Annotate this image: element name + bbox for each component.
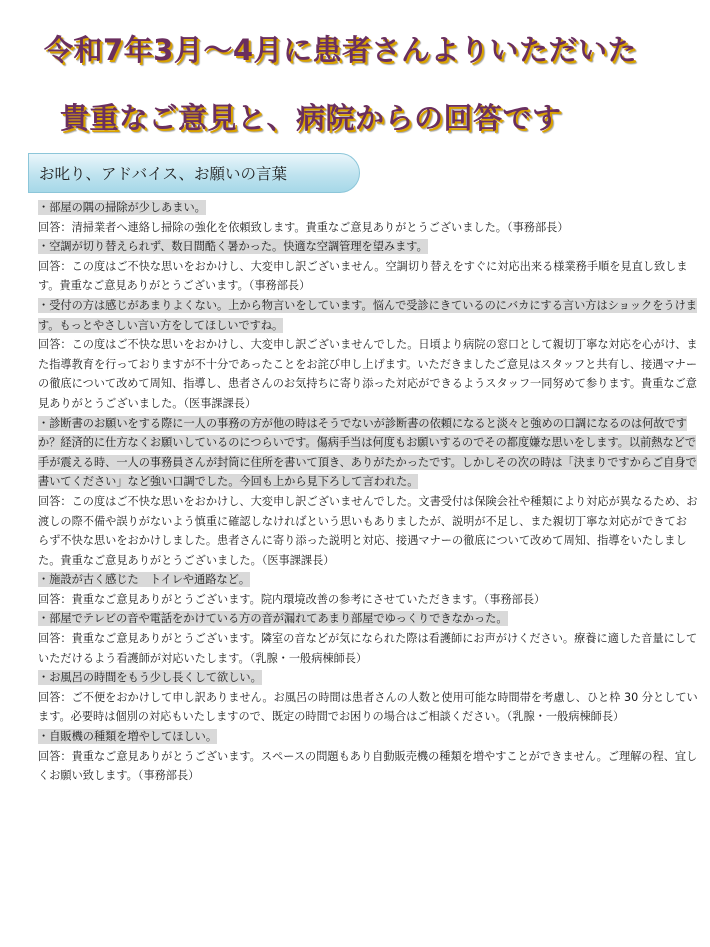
feedback-item	[38, 296, 698, 414]
hospital-answer: 回答：この度はご不快な思いをおかけし、大変申し訳ございませんでした。文書受付は保険会社や種類により対応が異なるため、お渡しの際不備や誤りがないよう慎重に確認しなければという思いもありましたが、説明が不足し、また親切丁寧な対応ができておらず不快な思いをおかけしました。患者さんに寄り添った説明と対応、接遇マナーの徹底について改めて周知、指導をいたしました。貴重なご意見ありがとうございました。（医事課課長）	[38, 494, 698, 567]
patient-comment: ・診断書のお願いをする際に一人の事務の方が他の時はそうでないが診断書の依頼になると淡々と強めの口調になるのは何故ですか？経済的に仕方なくお願いしているのにつらいです。傷病手当は何度もお願いするのでその都度嫌な思いをします。以前熱などで手が震える時、一人の事務員さんが封筒に住所を書いて頂き、ありがたかったです。しかしその次の時は「決まりですからご自身で書いてください」など強い口調でした。今回も上から見下ろして言われた。	[38, 416, 697, 489]
feedback-item	[38, 609, 698, 668]
feedback-item	[38, 668, 698, 727]
section-heading-tab	[28, 153, 360, 193]
patient-comment: ・空調が切り替えられず、数日間酷く暑かった。快適な空調管理を望みます。	[38, 240, 428, 254]
hospital-answer: 回答：ご不便をおかけして申し訳ありません。お風呂の時間は患者さんの人数と使用可能な時間帯を考慮し、ひと枠 30 分としています。必要時は個別の対応もいたしますので、既定の時間でお困りの場合はご相談ください。（乳腺・一般病棟師長）	[38, 690, 698, 724]
comment-row	[38, 296, 698, 335]
hospital-answer: 回答：この度はご不快な思いをおかけし、大変申し訳ございませんでした。日頃より病院の窓口として親切丁寧な対応を心がけ、また指導教育を行っておりますが不十分であったことをお詫び申し上げます。いただきましたご意見はスタッフと共有し、接遇マナーの徹底について改めて周知、指導し、患者さんのお気持ちに寄り添った対応ができるようスタッフ一同努めて参ります。貴重なご意見ありがとうございました。（医事課課長）	[38, 338, 698, 410]
comment-row	[38, 414, 698, 492]
feedback-item	[38, 570, 698, 609]
comment-row	[38, 570, 698, 590]
comment-row	[38, 727, 698, 747]
comment-row	[38, 609, 698, 629]
patient-comment: ・部屋でテレビの音や電話をかけている方の音が漏れてあまり部屋でゆっくりできなかった。	[38, 612, 508, 626]
page-title-line-1: 令和7年3月～4月に患者さんよりいただいた	[44, 33, 638, 67]
patient-comment: ・部屋の隅の掃除が少しあまい。	[38, 201, 206, 214]
feedback-item	[38, 198, 698, 237]
patient-comment: ・自販機の種類を増やしてほしい。	[38, 730, 218, 744]
hospital-answer: 回答：貴重なご意見ありがとうございます。院内環境改善の参考にさせていただきます。（事務部長）	[38, 592, 546, 606]
section-heading: お叱り、アドバイス、お願いの言葉	[39, 165, 288, 183]
hospital-answer: 回答：貴重なご意見ありがとうございます。隣室の音などが気になられた際は看護師にお声がけください。療養に適した音量にしていただけるよう看護師が対応いたします。（乳腺・一般病棟師長）	[38, 632, 698, 665]
patient-comment: ・施設が古く感じた トイレや通路など。	[38, 573, 251, 587]
hospital-answer: 回答：この度はご不快な思いをおかけし、大変申し訳ございません。空調切り替えをすぐに対応出来る様業務手順を見直し致します。貴重なご意見ありがとうございます。（事務部長）	[38, 259, 688, 293]
hospital-answer: 回答：清掃業者へ連絡し掃除の強化を依頼致します。貴重なご意見ありがとうございました。（事務部長）	[38, 220, 569, 234]
feedback-list	[38, 198, 698, 786]
page-title-line-2: 貴重なご意見と、病院からの回答です	[60, 101, 562, 135]
feedback-item	[38, 237, 698, 296]
comment-row	[38, 198, 698, 218]
feedback-item	[38, 414, 698, 571]
comment-row	[38, 237, 698, 257]
patient-comment: ・受付の方は感じがあまりよくない。上から物言いをしています。悩んで受診にきているのにバカにする言い方はショックをうけます。もっとやさしい言い方をしてほしいですね。	[38, 298, 697, 332]
comment-row	[38, 668, 698, 688]
feedback-item	[38, 727, 698, 786]
hospital-answer: 回答：貴重なご意見ありがとうございます。スペースの問題もあり自動販売機の種類を増やすことができません。ご理解の程、宜しくお願い致します。（事務部長）	[38, 749, 698, 783]
patient-comment: ・お風呂の時間をもう少し長くして欲しい。	[38, 671, 262, 685]
